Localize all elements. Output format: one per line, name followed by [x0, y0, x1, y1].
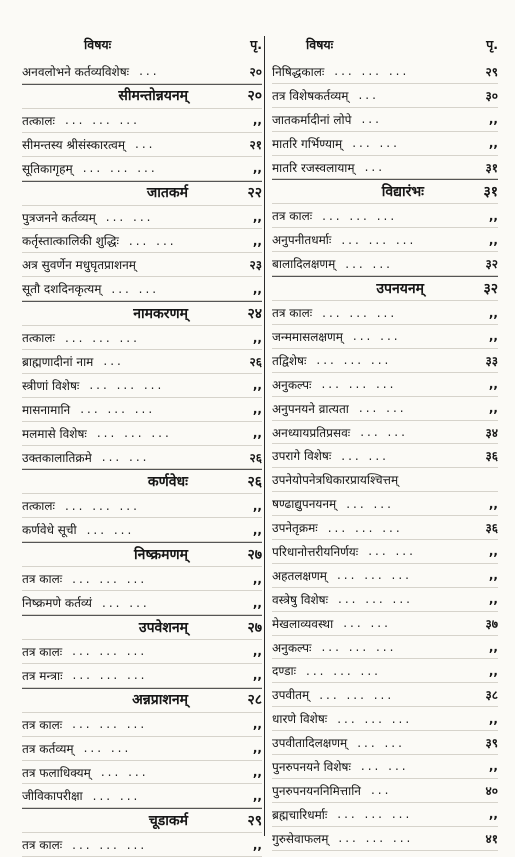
toc-entry-title: सूतिकागृहम् — [22, 161, 73, 176]
leader-dots: ... ... ... — [72, 717, 148, 732]
page-number: ,, — [488, 759, 498, 774]
heading-rule — [22, 181, 262, 182]
heading-rule — [22, 469, 262, 470]
toc-entry — [272, 540, 498, 564]
toc-entry-title: निष्क्रमणे कर्तव्यं — [22, 596, 92, 611]
leader-dots: ... ... — [341, 448, 389, 463]
leader-dots: ... ... — [111, 281, 160, 296]
heading-rule — [22, 301, 262, 302]
toc-entry — [272, 156, 498, 180]
page-number: ,, — [252, 233, 262, 248]
left-column — [22, 28, 262, 857]
toc-entry-title: जन्ममासलक्षणम् — [272, 329, 343, 344]
subject-column-label: विषयः — [306, 36, 334, 52]
page-number: ,, — [488, 232, 498, 247]
toc-entry — [22, 494, 262, 518]
toc-entry-title: जातकर्मादीनां लोपे — [272, 112, 352, 127]
toc-entry — [272, 827, 498, 851]
heading-rule — [22, 84, 262, 85]
toc-entry-title: अनुकल्पः — [272, 640, 312, 655]
toc-entry-title: पुनरुपनयने विशेषः — [272, 759, 351, 774]
toc-entry-title: तत्कालः — [22, 113, 55, 128]
toc-entry — [272, 516, 498, 540]
toc-entry — [272, 84, 498, 108]
toc-entry-title: तद्विशेषः — [272, 353, 307, 368]
leader-dots: ... ... — [92, 788, 141, 803]
toc-entry-title: पुनरुपनयननिमित्तानि — [272, 783, 361, 798]
page-number: ३९ — [485, 736, 498, 751]
toc-entry — [22, 109, 262, 133]
page-number: ,, — [252, 788, 262, 803]
leader-dots: ... ... ... — [337, 807, 413, 822]
toc-entry-title: ब्रह्मचारिधर्माः — [272, 807, 328, 822]
page-number: ३२ — [485, 257, 498, 272]
page-column-label: पृ. — [250, 36, 262, 52]
section-heading-title: सीमन्तोन्नयनम् — [118, 88, 188, 105]
page-number: ,, — [252, 210, 262, 224]
toc-entry-title: निषिद्धकालः — [272, 64, 325, 79]
leader-dots: ... ... — [368, 544, 416, 559]
leader-dots: ... ... — [358, 401, 407, 416]
toc-entry-title: तत्र कर्तव्यम् — [22, 741, 74, 756]
toc-entry — [272, 421, 498, 445]
toc-entry — [272, 636, 498, 660]
toc-entry — [22, 446, 262, 470]
leader-dots: ... — [370, 783, 392, 798]
leader-dots: ... ... ... — [322, 208, 398, 223]
toc-entry — [272, 228, 498, 252]
subject-column-label: विषयः — [84, 36, 112, 52]
leader-dots: ... ... ... — [319, 687, 395, 702]
page-number: ३४ — [485, 425, 498, 440]
toc-entry — [22, 277, 262, 301]
page-number: ,, — [488, 329, 498, 344]
section-heading — [22, 301, 262, 326]
leader-dots: ... ... — [101, 450, 150, 465]
toc-entry-title: तत्र कालः — [22, 838, 63, 853]
toc-entry — [272, 108, 498, 132]
section-heading-title: निष्क्रमणम् — [134, 546, 188, 563]
page-number: ३७ — [485, 616, 498, 631]
leader-dots: ... ... — [343, 616, 391, 631]
page-number: ,, — [252, 378, 262, 393]
leader-dots: ... ... — [346, 496, 394, 511]
toc-entry — [272, 444, 498, 468]
toc-entry — [22, 206, 262, 230]
page-number: ३२ — [483, 280, 498, 297]
toc-entry — [22, 350, 262, 374]
heading-rule — [272, 179, 498, 180]
leader-dots: ... ... ... — [72, 668, 148, 683]
toc-entry-title: तत्कालः — [22, 499, 55, 514]
page-number: ,, — [488, 640, 498, 655]
toc-entry — [272, 132, 498, 156]
heading-rule — [22, 808, 262, 809]
toc-entry-title: मातरि गर्भिण्याम् — [272, 136, 343, 151]
leader-dots: ... — [358, 88, 379, 103]
toc-entry — [22, 664, 262, 688]
toc-entry — [272, 468, 498, 492]
toc-entry-title: वस्त्रेषु विशेषः — [272, 592, 329, 607]
toc-entry — [22, 591, 262, 615]
leader-dots: ... ... ... — [338, 831, 414, 846]
leader-dots: ... ... — [360, 425, 408, 440]
page-number: ,, — [252, 765, 262, 780]
page-number: ,, — [252, 595, 262, 610]
page-number: ,, — [488, 663, 498, 678]
toc-entry — [272, 492, 498, 516]
page-number: ४० — [485, 783, 498, 798]
page-number: ,, — [252, 330, 262, 345]
toc-entry-title: अत्र सुवर्णेन मधुघृतप्राशनम् — [22, 258, 136, 273]
page-number: ,, — [488, 136, 498, 151]
page-number: २९ — [247, 812, 262, 829]
toc-entry — [22, 737, 262, 761]
page-number: ३३ — [485, 353, 498, 368]
toc-entry-title: अनवलोभने कर्तव्यविशेषः — [22, 64, 130, 79]
toc-entry-title: तत्र कालः — [22, 717, 63, 732]
leader-dots: ... ... — [105, 210, 154, 224]
toc-entry-title: स्त्रीणां विशेषः — [22, 378, 80, 393]
leader-dots: ... ... — [352, 329, 401, 344]
leader-dots: ... ... ... — [341, 232, 417, 247]
leader-dots: ... ... ... — [334, 64, 410, 79]
page-number: ३० — [485, 88, 498, 103]
page-number: ,, — [488, 305, 498, 320]
page-number: ,, — [488, 496, 498, 511]
page-number: ,, — [252, 741, 262, 756]
page-number: ,, — [252, 113, 262, 128]
toc-entry-title: ब्राह्मणादीनां नाम — [22, 354, 94, 369]
section-heading — [272, 276, 498, 301]
page-number: ३८ — [485, 688, 498, 703]
toc-entry-title: अनध्यायप्रतिप्रसवः — [272, 425, 351, 440]
left-column-header — [22, 28, 262, 60]
column-divider — [264, 36, 265, 836]
toc-entry-title: षण्ढाद्युपनयनम् — [272, 497, 337, 512]
toc-entry — [272, 683, 498, 707]
leader-dots: ... ... ... — [321, 640, 397, 655]
leader-dots: ... ... ... — [64, 498, 140, 513]
toc-entry-title: दण्डाः — [272, 664, 297, 679]
left-entry-list — [22, 60, 262, 857]
page-number: ,, — [488, 377, 498, 392]
toc-entry-title: मातरि रजस्वलायाम् — [272, 160, 355, 175]
leader-dots: ... ... ... — [89, 378, 165, 393]
page-number: ,, — [488, 208, 498, 223]
leader-dots: ... ... ... — [337, 711, 413, 726]
toc-entry — [22, 229, 262, 253]
toc-entry-title: अनुपनीतधर्माः — [272, 233, 332, 248]
page-number: ,, — [252, 668, 262, 683]
toc-entry — [22, 640, 262, 664]
section-heading — [22, 469, 262, 494]
toc-entry — [22, 253, 262, 277]
toc-entry — [272, 349, 498, 373]
toc-entry — [22, 374, 262, 398]
toc-entry-title: तत्र मन्त्राः — [22, 668, 63, 683]
toc-entry-title: अहतलक्षणम् — [272, 568, 327, 583]
toc-entry-title: उपनेतृक्रमः — [272, 521, 318, 536]
page-number: ,, — [488, 112, 498, 127]
toc-entry — [272, 204, 498, 228]
toc-entry — [272, 60, 498, 84]
page-number: ३६ — [485, 449, 498, 464]
page-number: २९ — [485, 64, 498, 79]
toc-entry-title: तत्र विशेषकर्तव्यम् — [272, 88, 349, 103]
page-number: ,, — [252, 402, 262, 417]
toc-entry-title: मासनामानि — [22, 402, 71, 417]
toc-entry-title: तत्र कालः — [22, 572, 63, 587]
leader-dots: ... ... ... — [322, 305, 398, 320]
leader-dots: ... ... — [102, 595, 150, 610]
page-number: ,, — [488, 711, 498, 726]
toc-entry-title: गुरुसेवाफलम् — [272, 831, 329, 846]
heading-rule — [22, 542, 262, 543]
toc-entry — [22, 157, 262, 181]
leader-dots: ... ... ... — [82, 161, 158, 176]
toc-entry-title: तत्र कालः — [272, 209, 313, 224]
leader-dots: ... ... ... — [72, 571, 148, 586]
leader-dots: ... — [364, 160, 386, 174]
toc-entry-title: उपवीतादिलक्षणम् — [272, 736, 348, 751]
section-heading-title: अन्नप्राशनम् — [132, 692, 188, 709]
toc-entry — [22, 133, 262, 157]
leader-dots: ... ... ... — [64, 113, 140, 128]
page-number: ,, — [252, 426, 262, 441]
right-column — [272, 28, 498, 851]
page-number: २० — [247, 88, 262, 105]
right-column-header — [272, 28, 498, 60]
leader-dots: ... ... ... — [316, 353, 392, 368]
toc-entry — [22, 784, 262, 808]
toc-entry-title: तत्र कालः — [272, 306, 313, 321]
leader-dots: ... ... — [357, 735, 405, 750]
leader-dots: ... ... ... — [80, 402, 156, 417]
section-heading-title: नामकरणम् — [133, 305, 188, 322]
toc-entry — [272, 659, 498, 683]
toc-entry — [22, 422, 262, 446]
toc-entry — [272, 803, 498, 827]
toc-entry — [22, 326, 262, 350]
page-number: २२ — [247, 185, 262, 202]
page-number: २६ — [249, 450, 262, 465]
toc-entry-title: तत्कालः — [22, 331, 55, 346]
toc-entry-title: सीमन्तस्य श्रीसंस्कारत्वम् — [22, 137, 126, 152]
toc-entry-title: जीविकापरीक्षा — [22, 789, 83, 804]
toc-entry — [22, 713, 262, 737]
toc-entry-title: अनुपनयने व्रात्यता — [272, 401, 349, 416]
page-number: २३ — [249, 258, 262, 273]
section-heading — [22, 808, 262, 833]
right-entry-list — [272, 60, 498, 851]
page-number: २६ — [247, 473, 262, 490]
leader-dots: ... — [361, 112, 382, 127]
section-heading — [22, 688, 262, 713]
page-number: २७ — [247, 546, 262, 563]
section-heading — [22, 615, 262, 640]
page-number: २४ — [247, 305, 262, 322]
section-heading-title: जातकर्म — [146, 185, 188, 202]
page-number: ,, — [252, 161, 262, 176]
toc-entry — [272, 588, 498, 612]
toc-entry — [272, 301, 498, 325]
toc-entry-title: तत्र कालः — [22, 644, 63, 659]
page-number: ,, — [252, 498, 262, 513]
section-heading — [272, 179, 498, 204]
toc-entry-title: तत्र फलाधिक्यम् — [22, 765, 91, 780]
leader-dots: ... ... ... — [64, 330, 140, 345]
page-number: ,, — [488, 592, 498, 607]
section-heading-title: विद्यारंभः — [381, 183, 424, 200]
heading-rule — [272, 276, 498, 277]
section-heading-title: उपनयनम् — [376, 280, 424, 297]
page-number: ,, — [252, 644, 262, 659]
toc-entry — [272, 397, 498, 421]
page-number: २१ — [249, 137, 262, 152]
toc-entry — [22, 833, 262, 857]
leader-dots: ... ... ... — [306, 663, 381, 678]
leader-dots: ... ... ... — [336, 568, 412, 583]
page-number: २७ — [247, 619, 262, 636]
page-number: ,, — [252, 717, 262, 732]
toc-entry — [22, 567, 262, 591]
section-heading-title: चूडाकर्म — [148, 812, 188, 829]
leader-dots: ... ... — [345, 256, 393, 271]
section-heading — [22, 542, 262, 567]
page-number: ३१ — [485, 160, 498, 175]
leader-dots: ... — [103, 354, 124, 369]
toc-entry — [272, 779, 498, 803]
leader-dots: ... ... — [100, 765, 149, 780]
heading-rule — [22, 688, 262, 689]
leader-dots: ... — [135, 137, 156, 152]
toc-entry-title: मेखलाव्यवस्था — [272, 616, 334, 631]
leader-dots: ... ... ... — [72, 644, 148, 659]
section-heading — [22, 181, 262, 206]
page-number: ४१ — [485, 831, 498, 846]
toc-entry — [272, 707, 498, 731]
toc-entry — [272, 325, 498, 349]
leader-dots: ... ... — [360, 759, 409, 774]
toc-entry — [22, 518, 262, 542]
page-number: ,, — [488, 568, 498, 583]
page-number: ,, — [252, 522, 262, 537]
toc-entry-title: मलमासे विशेषः — [22, 426, 87, 441]
toc-entry — [272, 755, 498, 779]
toc-entry — [272, 731, 498, 755]
toc-entry-title: अनुकल्पः — [272, 377, 312, 392]
section-heading — [22, 84, 262, 109]
page-number: ३६ — [485, 521, 498, 536]
toc-entry — [272, 252, 498, 276]
heading-rule — [22, 615, 262, 616]
leader-dots: ... ... ... — [72, 837, 148, 852]
leader-dots: ... — [139, 64, 160, 79]
toc-entry-title: उपवीतम् — [272, 688, 310, 703]
toc-entry-title: उक्तकालातिक्रमे — [22, 450, 92, 465]
toc-entry — [22, 761, 262, 785]
toc-entry-title: सूतौ दशदिनकृत्यम् — [22, 282, 102, 297]
page-number: ,, — [488, 807, 498, 822]
page-number: २६ — [249, 354, 262, 369]
toc-entry — [22, 398, 262, 422]
toc-entry — [272, 612, 498, 636]
toc-entry-title: पुत्रजनने कर्तव्यम् — [22, 210, 96, 225]
leader-dots: ... ... ... — [327, 520, 403, 535]
page-number: ,, — [488, 401, 498, 416]
page-column-label: पृ. — [486, 36, 498, 52]
leader-dots: ... ... ... — [96, 426, 172, 441]
toc-entry-title: कर्तृस्तात्कालिकी शुद्धिः — [22, 234, 119, 249]
leader-dots: ... ... ... — [321, 377, 397, 392]
page-number: ,, — [252, 837, 262, 852]
toc-entry-title: कर्णवेधे सूची — [22, 523, 77, 538]
page-number: २८ — [247, 692, 262, 709]
leader-dots: ... ... — [128, 233, 177, 248]
toc-entry — [22, 60, 262, 84]
page-number: ,, — [488, 544, 498, 559]
toc-entry-title: उपरागे विशेषः — [272, 449, 332, 464]
page-number: ,, — [252, 571, 262, 586]
leader-dots: ... ... — [83, 741, 132, 756]
leader-dots: ... ... — [86, 522, 135, 537]
toc-entry-title: धारणे विशेषः — [272, 712, 328, 727]
toc-entry — [272, 564, 498, 588]
leader-dots: ... ... ... — [338, 592, 413, 607]
section-heading-title: उपवेशनम् — [138, 619, 188, 636]
section-heading-title: कर्णवेधः — [147, 473, 188, 490]
toc-entry-title: उपनेयोपनेत्रधिकारप्रायश्चित्तम् — [272, 473, 399, 488]
toc-entry-title: परिधानोत्तरीयनिर्णयः — [272, 544, 359, 559]
toc-entry-title: बालादिलक्षणम् — [272, 257, 336, 272]
toc-entry — [272, 373, 498, 397]
leader-dots: ... ... — [352, 136, 400, 151]
page-number: ३१ — [483, 183, 498, 200]
page-number: ,, — [252, 281, 262, 296]
page-number: २० — [249, 64, 262, 79]
